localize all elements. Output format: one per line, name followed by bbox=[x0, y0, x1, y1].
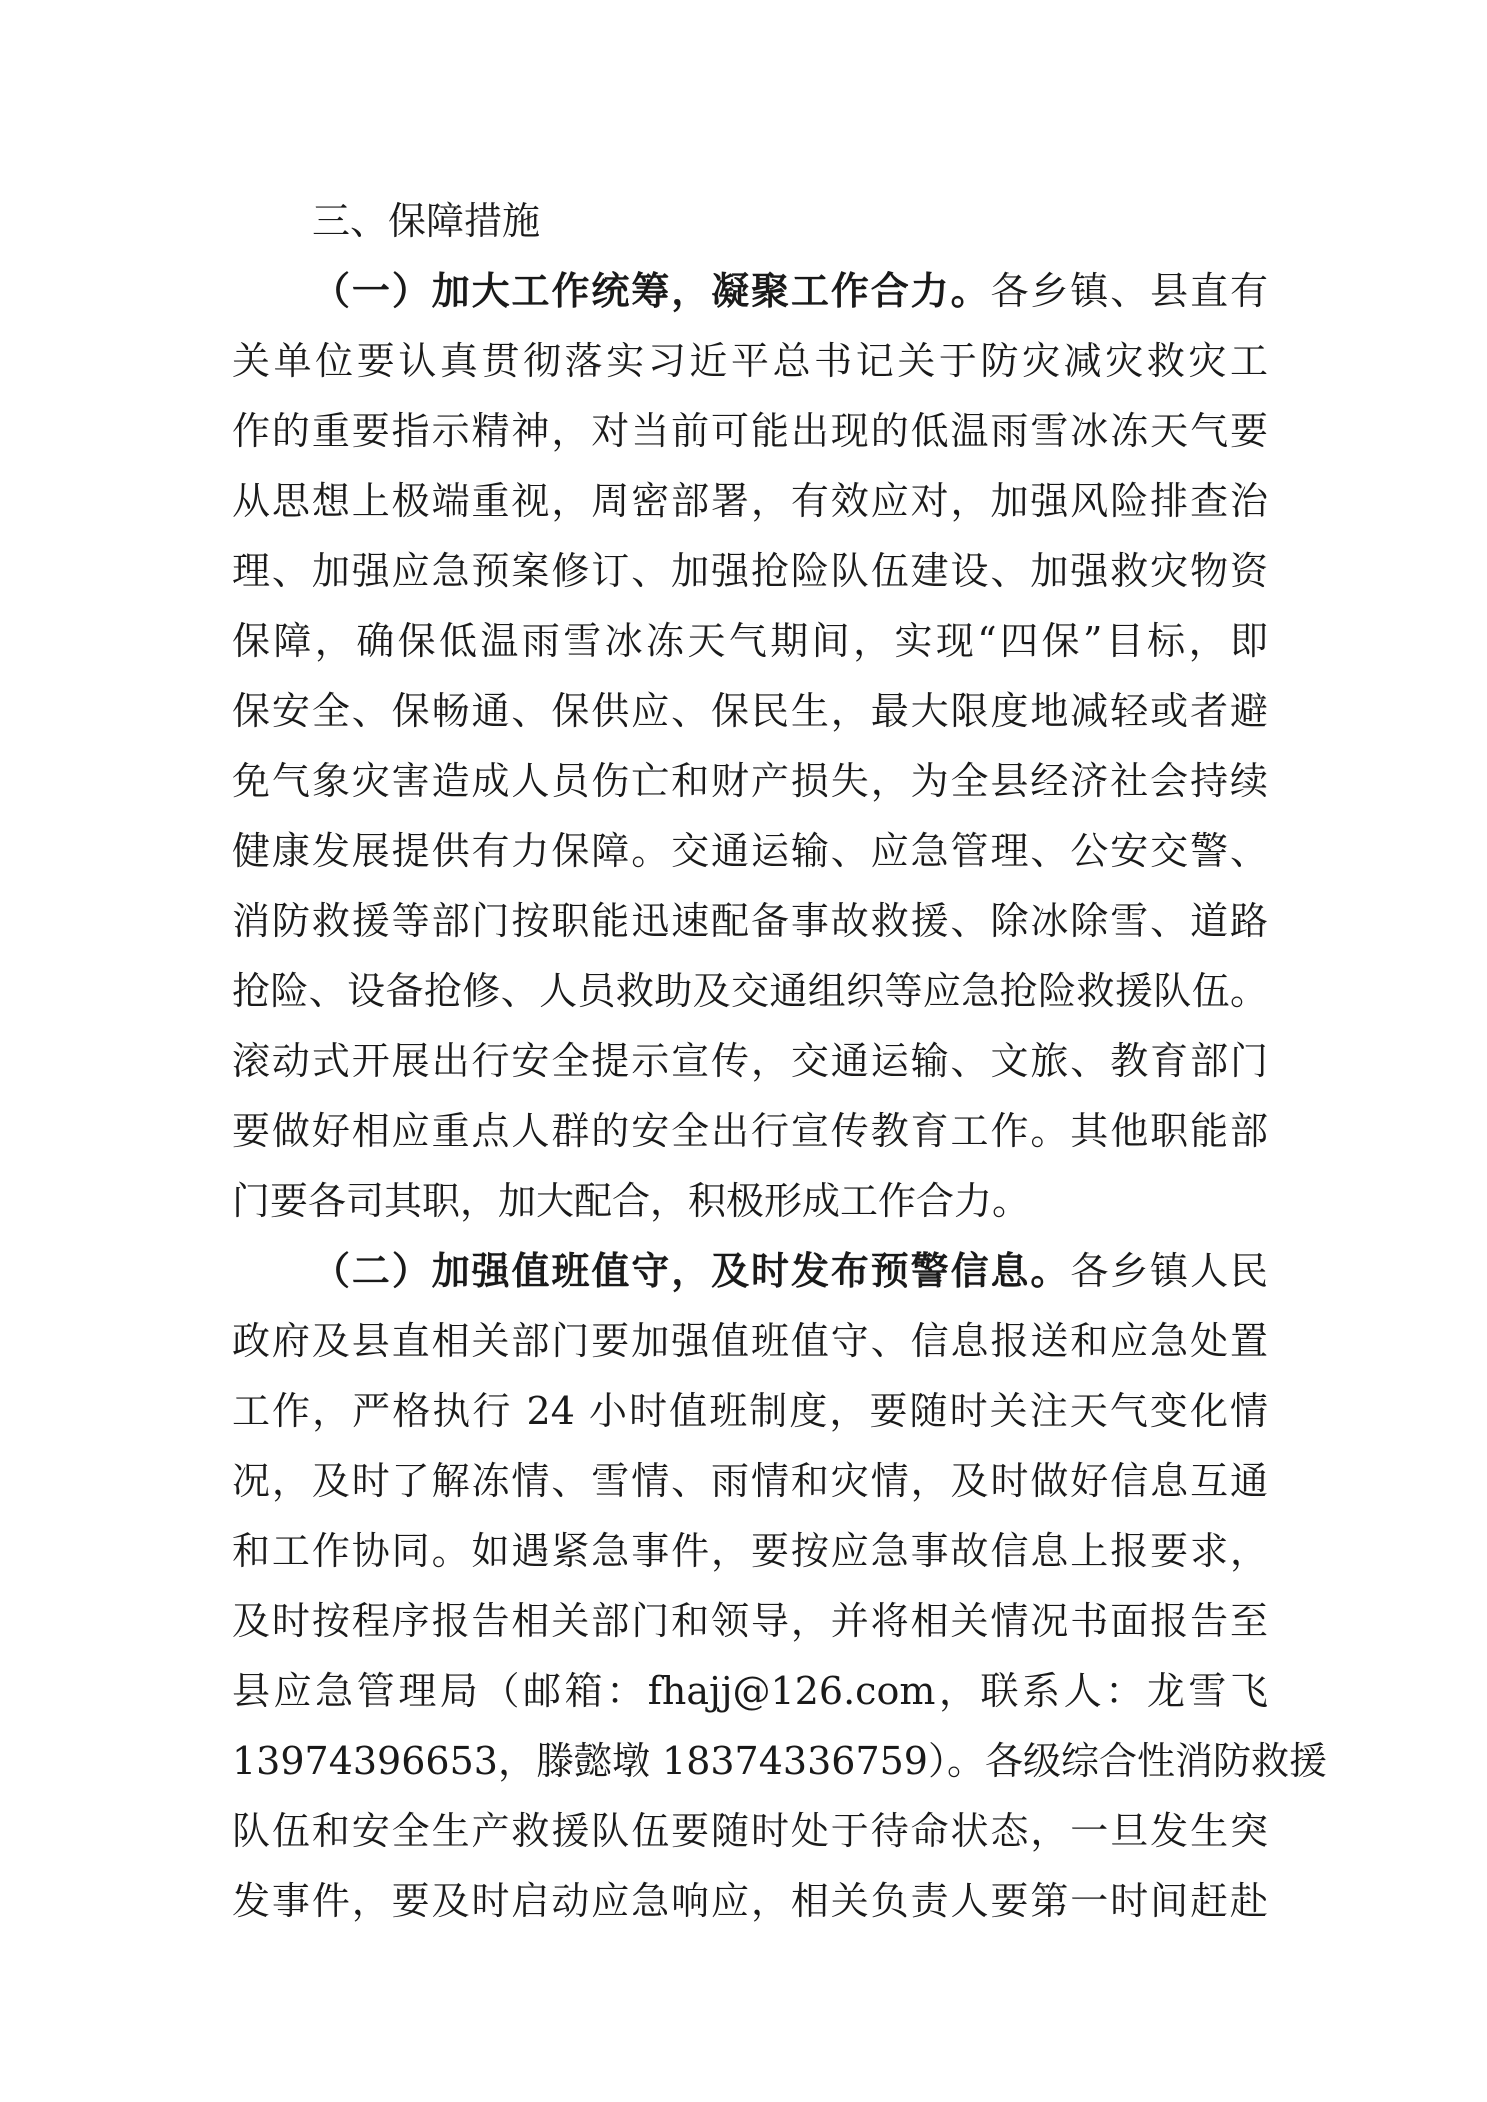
paragraph-1-line-1 bbox=[232, 256, 1268, 326]
paragraph-1-line: 关单位要认真贯彻落实习近平总书记关于防灾减灾救灾工 bbox=[232, 339, 1268, 383]
paragraph-1-line: 免气象灾害造成人员伤亡和财产损失，为全县经济社会持续 bbox=[232, 759, 1268, 803]
paragraph-1-line: 作的重要指示精神，对当前可能出现的低温雨雪冰冻天气要 bbox=[232, 409, 1268, 453]
paragraph-2-line: 况，及时了解冻情、雪情、雨情和灾情，及时做好信息互通 bbox=[232, 1459, 1268, 1503]
paragraph-2-line: 工作，严格执行 24 小时值班制度，要随时关注天气变化情 bbox=[232, 1389, 1268, 1433]
paragraph-2-line-1 bbox=[232, 1236, 1268, 1306]
paragraph-2-line: 县应急管理局（邮箱：fhajj@126.com，联系人：龙雪飞 bbox=[232, 1669, 1268, 1713]
paragraph-1-line: 门要各司其职，加大配合，积极形成工作合力。 bbox=[232, 1179, 1031, 1223]
paragraph-2-lead: （二）加强值班值守，及时发布预警信息。 bbox=[312, 1249, 1071, 1293]
paragraph-2-line: 及时按程序报告相关部门和领导，并将相关情况书面报告至 bbox=[232, 1599, 1268, 1643]
paragraph-1-line: 消防救援等部门按职能迅速配备事故救援、除冰除雪、道路 bbox=[232, 899, 1268, 943]
paragraph-2-line: 发事件，要及时启动应急响应，相关负责人要第一时间赶赴 bbox=[232, 1879, 1268, 1923]
paragraph-1-line: 保安全、保畅通、保供应、保民生，最大限度地减轻或者避 bbox=[232, 689, 1268, 733]
paragraph-2-line: 13974396653，滕懿墩 18374336759）。各级综合性消防救援 bbox=[232, 1739, 1327, 1783]
paragraph-2-line-1-rest: 各乡镇人民 bbox=[1070, 1249, 1268, 1293]
paragraph-2-line: 和工作协同。如遇紧急事件，要按应急事故信息上报要求， bbox=[232, 1529, 1268, 1573]
paragraph-1-line: 保障，确保低温雨雪冰冻天气期间，实现“四保”目标，即 bbox=[232, 619, 1268, 663]
paragraph-1-line: 从思想上极端重视，周密部署，有效应对，加强风险排查治 bbox=[232, 479, 1268, 523]
document-body bbox=[232, 186, 1327, 1936]
paragraph-1-line-1-rest: 各乡镇、县直有 bbox=[990, 269, 1268, 313]
paragraph-1-line: 健康发展提供有力保障。交通运输、应急管理、公安交警、 bbox=[232, 829, 1268, 873]
paragraph-1-lead: （一）加大工作统筹，凝聚工作合力。 bbox=[312, 269, 991, 313]
paragraph-2-line: 队伍和安全生产救援队伍要随时处于待命状态，一旦发生突 bbox=[232, 1809, 1268, 1853]
paragraph-1-line: 理、加强应急预案修订、加强抢险队伍建设、加强救灾物资 bbox=[232, 549, 1268, 593]
paragraph-1-line: 滚动式开展出行安全提示宣传，交通运输、文旅、教育部门 bbox=[232, 1039, 1268, 1083]
paragraph-1-line: 抢险、设备抢修、人员救助及交通组织等应急抢险救援队伍。 bbox=[232, 969, 1268, 1013]
paragraph-2-line: 政府及县直相关部门要加强值班值守、信息报送和应急处置 bbox=[232, 1319, 1268, 1363]
section-heading: 三、保障措施 bbox=[312, 199, 541, 243]
paragraph-1-line: 要做好相应重点人群的安全出行宣传教育工作。其他职能部 bbox=[232, 1109, 1268, 1153]
